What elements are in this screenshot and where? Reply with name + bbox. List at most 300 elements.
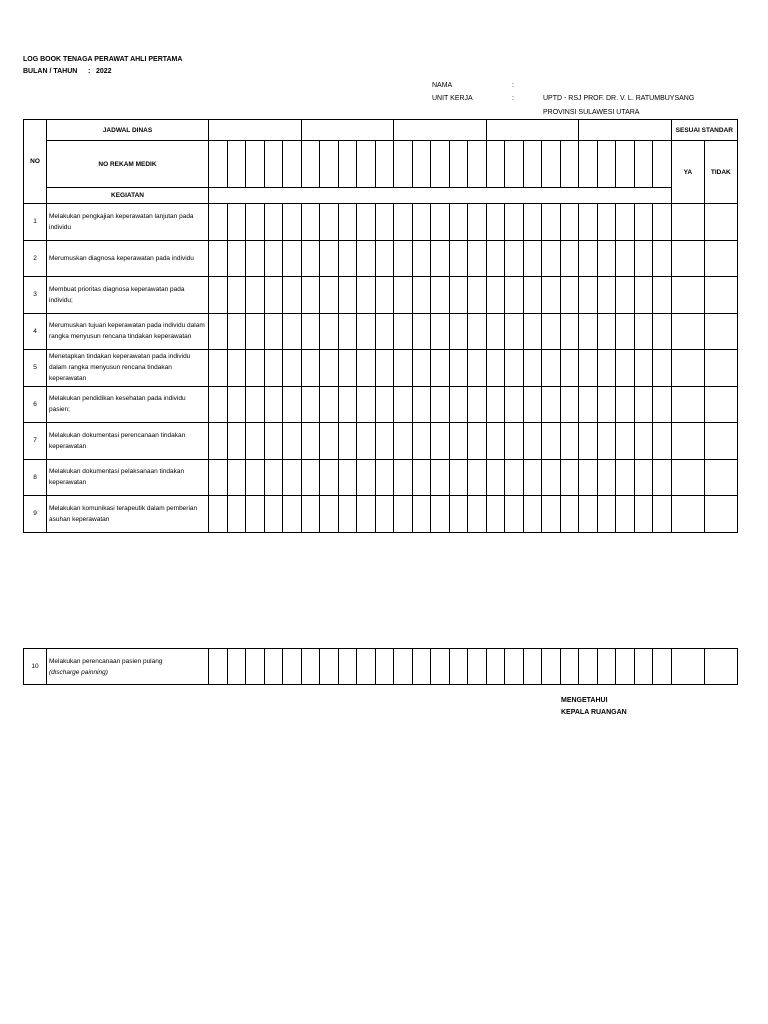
entry-cell[interactable] [597, 350, 616, 387]
ya-cell[interactable] [671, 313, 704, 350]
entry-cell[interactable] [505, 141, 524, 188]
tidak-cell[interactable] [704, 350, 737, 387]
entry-cell[interactable] [246, 649, 265, 685]
entry-cell[interactable] [505, 459, 524, 496]
entry-cell[interactable] [560, 204, 579, 241]
entry-cell[interactable] [357, 240, 376, 277]
entry-cell[interactable] [486, 240, 505, 277]
entry-cell[interactable] [431, 459, 450, 496]
entry-cell[interactable] [209, 204, 228, 241]
entry-cell[interactable] [653, 204, 672, 241]
entry-cell[interactable] [505, 204, 524, 241]
entry-cell[interactable] [301, 496, 320, 533]
entry-cell[interactable] [523, 423, 542, 460]
entry-cell[interactable] [338, 277, 357, 314]
entry-cell[interactable] [616, 141, 635, 188]
entry-cell[interactable] [616, 496, 635, 533]
entry-cell[interactable] [468, 240, 487, 277]
entry-cell[interactable] [227, 386, 246, 423]
entry-cell[interactable] [264, 649, 283, 685]
entry-cell[interactable] [523, 277, 542, 314]
entry-cell[interactable] [616, 459, 635, 496]
entry-cell[interactable] [542, 386, 561, 423]
entry-cell[interactable] [653, 496, 672, 533]
entry-cell[interactable] [246, 313, 265, 350]
entry-cell[interactable] [209, 313, 228, 350]
entry-cell[interactable] [412, 386, 431, 423]
entry-cell[interactable] [264, 313, 283, 350]
entry-cell[interactable] [468, 313, 487, 350]
entry-cell[interactable] [505, 386, 524, 423]
entry-cell[interactable] [449, 277, 468, 314]
entry-cell[interactable] [412, 141, 431, 188]
entry-cell[interactable] [320, 350, 339, 387]
entry-cell[interactable] [634, 423, 653, 460]
entry-cell[interactable] [560, 350, 579, 387]
entry-cell[interactable] [320, 313, 339, 350]
entry-cell[interactable] [375, 423, 394, 460]
entry-cell[interactable] [505, 277, 524, 314]
entry-cell[interactable] [412, 423, 431, 460]
entry-cell[interactable] [653, 313, 672, 350]
entry-cell[interactable] [431, 204, 450, 241]
entry-cell[interactable] [338, 204, 357, 241]
entry-cell[interactable] [283, 496, 302, 533]
entry-cell[interactable] [357, 313, 376, 350]
entry-cell[interactable] [616, 313, 635, 350]
entry-cell[interactable] [357, 141, 376, 188]
entry-cell[interactable] [227, 204, 246, 241]
tidak-cell[interactable] [704, 496, 737, 533]
entry-cell[interactable] [597, 496, 616, 533]
entry-cell[interactable] [468, 649, 487, 685]
entry-cell[interactable] [449, 459, 468, 496]
ya-cell[interactable] [671, 240, 704, 277]
entry-cell[interactable] [227, 240, 246, 277]
entry-cell[interactable] [449, 649, 468, 685]
entry-cell[interactable] [579, 240, 598, 277]
entry-cell[interactable] [357, 350, 376, 387]
entry-cell[interactable] [616, 240, 635, 277]
entry-cell[interactable] [579, 141, 598, 188]
entry-cell[interactable] [357, 386, 376, 423]
entry-cell[interactable] [338, 423, 357, 460]
entry-cell[interactable] [320, 204, 339, 241]
entry-cell[interactable] [394, 386, 413, 423]
entry-cell[interactable] [283, 350, 302, 387]
entry-cell[interactable] [394, 204, 413, 241]
entry-cell[interactable] [246, 423, 265, 460]
entry-cell[interactable] [283, 386, 302, 423]
entry-cell[interactable] [523, 313, 542, 350]
entry-cell[interactable] [597, 649, 616, 685]
entry-cell[interactable] [209, 386, 228, 423]
entry-cell[interactable] [412, 496, 431, 533]
entry-cell[interactable] [523, 350, 542, 387]
entry-cell[interactable] [412, 313, 431, 350]
entry-cell[interactable] [542, 423, 561, 460]
entry-cell[interactable] [246, 459, 265, 496]
entry-cell[interactable] [320, 496, 339, 533]
entry-cell[interactable] [227, 649, 246, 685]
ya-cell[interactable] [671, 459, 704, 496]
entry-cell[interactable] [486, 277, 505, 314]
entry-cell[interactable] [523, 649, 542, 685]
jadwal-cell[interactable] [579, 120, 672, 141]
jadwal-cell[interactable] [209, 120, 302, 141]
entry-cell[interactable] [505, 240, 524, 277]
entry-cell[interactable] [634, 649, 653, 685]
entry-cell[interactable] [542, 649, 561, 685]
entry-cell[interactable] [246, 496, 265, 533]
entry-cell[interactable] [486, 386, 505, 423]
entry-cell[interactable] [579, 496, 598, 533]
entry-cell[interactable] [246, 141, 265, 188]
ya-cell[interactable] [671, 350, 704, 387]
entry-cell[interactable] [616, 204, 635, 241]
entry-cell[interactable] [634, 496, 653, 533]
entry-cell[interactable] [468, 423, 487, 460]
entry-cell[interactable] [542, 204, 561, 241]
entry-cell[interactable] [301, 240, 320, 277]
entry-cell[interactable] [375, 277, 394, 314]
entry-cell[interactable] [560, 141, 579, 188]
entry-cell[interactable] [505, 423, 524, 460]
entry-cell[interactable] [579, 649, 598, 685]
entry-cell[interactable] [209, 240, 228, 277]
entry-cell[interactable] [542, 496, 561, 533]
entry-cell[interactable] [338, 141, 357, 188]
entry-cell[interactable] [468, 386, 487, 423]
entry-cell[interactable] [449, 496, 468, 533]
tidak-cell[interactable] [704, 459, 737, 496]
entry-cell[interactable] [320, 386, 339, 423]
entry-cell[interactable] [283, 649, 302, 685]
jadwal-cell[interactable] [394, 120, 487, 141]
entry-cell[interactable] [579, 204, 598, 241]
entry-cell[interactable] [653, 240, 672, 277]
entry-cell[interactable] [523, 496, 542, 533]
entry-cell[interactable] [227, 350, 246, 387]
entry-cell[interactable] [597, 459, 616, 496]
ya-cell[interactable] [671, 386, 704, 423]
entry-cell[interactable] [246, 240, 265, 277]
entry-cell[interactable] [616, 649, 635, 685]
entry-cell[interactable] [634, 141, 653, 188]
entry-cell[interactable] [283, 204, 302, 241]
entry-cell[interactable] [357, 649, 376, 685]
entry-cell[interactable] [560, 496, 579, 533]
entry-cell[interactable] [560, 313, 579, 350]
entry-cell[interactable] [283, 277, 302, 314]
entry-cell[interactable] [523, 386, 542, 423]
entry-cell[interactable] [264, 141, 283, 188]
entry-cell[interactable] [579, 277, 598, 314]
entry-cell[interactable] [486, 141, 505, 188]
entry-cell[interactable] [394, 649, 413, 685]
entry-cell[interactable] [542, 240, 561, 277]
entry-cell[interactable] [283, 141, 302, 188]
entry-cell[interactable] [301, 277, 320, 314]
entry-cell[interactable] [338, 313, 357, 350]
entry-cell[interactable] [597, 204, 616, 241]
entry-cell[interactable] [209, 459, 228, 496]
entry-cell[interactable] [246, 204, 265, 241]
entry-cell[interactable] [634, 386, 653, 423]
ya-cell[interactable] [671, 649, 704, 685]
entry-cell[interactable] [246, 277, 265, 314]
tidak-cell[interactable] [704, 386, 737, 423]
entry-cell[interactable] [523, 240, 542, 277]
entry-cell[interactable] [375, 496, 394, 533]
entry-cell[interactable] [412, 240, 431, 277]
entry-cell[interactable] [412, 649, 431, 685]
entry-cell[interactable] [394, 423, 413, 460]
entry-cell[interactable] [357, 423, 376, 460]
entry-cell[interactable] [486, 204, 505, 241]
entry-cell[interactable] [209, 496, 228, 533]
entry-cell[interactable] [653, 350, 672, 387]
entry-cell[interactable] [449, 141, 468, 188]
entry-cell[interactable] [394, 313, 413, 350]
entry-cell[interactable] [523, 141, 542, 188]
tidak-cell[interactable] [704, 313, 737, 350]
entry-cell[interactable] [449, 350, 468, 387]
ya-cell[interactable] [671, 204, 704, 241]
entry-cell[interactable] [542, 277, 561, 314]
entry-cell[interactable] [653, 277, 672, 314]
entry-cell[interactable] [338, 459, 357, 496]
entry-cell[interactable] [560, 386, 579, 423]
entry-cell[interactable] [579, 350, 598, 387]
entry-cell[interactable] [375, 350, 394, 387]
entry-cell[interactable] [449, 204, 468, 241]
entry-cell[interactable] [320, 459, 339, 496]
entry-cell[interactable] [542, 350, 561, 387]
entry-cell[interactable] [394, 459, 413, 496]
entry-cell[interactable] [431, 386, 450, 423]
entry-cell[interactable] [301, 386, 320, 423]
entry-cell[interactable] [634, 204, 653, 241]
entry-cell[interactable] [653, 459, 672, 496]
entry-cell[interactable] [616, 386, 635, 423]
tidak-cell[interactable] [704, 649, 737, 685]
entry-cell[interactable] [264, 240, 283, 277]
entry-cell[interactable] [560, 459, 579, 496]
entry-cell[interactable] [468, 496, 487, 533]
entry-cell[interactable] [431, 496, 450, 533]
ya-cell[interactable] [671, 496, 704, 533]
entry-cell[interactable] [264, 423, 283, 460]
entry-cell[interactable] [560, 649, 579, 685]
jadwal-cell[interactable] [301, 120, 394, 141]
entry-cell[interactable] [449, 386, 468, 423]
entry-cell[interactable] [283, 313, 302, 350]
entry-cell[interactable] [301, 649, 320, 685]
entry-cell[interactable] [301, 204, 320, 241]
entry-cell[interactable] [616, 423, 635, 460]
entry-cell[interactable] [227, 459, 246, 496]
entry-cell[interactable] [320, 277, 339, 314]
entry-cell[interactable] [301, 350, 320, 387]
entry-cell[interactable] [616, 277, 635, 314]
entry-cell[interactable] [338, 649, 357, 685]
entry-cell[interactable] [542, 459, 561, 496]
entry-cell[interactable] [209, 277, 228, 314]
entry-cell[interactable] [301, 423, 320, 460]
entry-cell[interactable] [264, 386, 283, 423]
entry-cell[interactable] [634, 459, 653, 496]
entry-cell[interactable] [338, 496, 357, 533]
entry-cell[interactable] [579, 459, 598, 496]
entry-cell[interactable] [375, 204, 394, 241]
tidak-cell[interactable] [704, 240, 737, 277]
entry-cell[interactable] [560, 277, 579, 314]
entry-cell[interactable] [449, 313, 468, 350]
entry-cell[interactable] [597, 423, 616, 460]
entry-cell[interactable] [320, 141, 339, 188]
entry-cell[interactable] [468, 350, 487, 387]
entry-cell[interactable] [227, 277, 246, 314]
entry-cell[interactable] [505, 496, 524, 533]
entry-cell[interactable] [486, 459, 505, 496]
entry-cell[interactable] [394, 277, 413, 314]
entry-cell[interactable] [468, 141, 487, 188]
entry-cell[interactable] [579, 313, 598, 350]
entry-cell[interactable] [320, 423, 339, 460]
entry-cell[interactable] [301, 313, 320, 350]
entry-cell[interactable] [505, 649, 524, 685]
ya-cell[interactable] [671, 423, 704, 460]
entry-cell[interactable] [597, 141, 616, 188]
entry-cell[interactable] [227, 423, 246, 460]
tidak-cell[interactable] [704, 204, 737, 241]
entry-cell[interactable] [375, 386, 394, 423]
entry-cell[interactable] [320, 240, 339, 277]
entry-cell[interactable] [338, 240, 357, 277]
ya-cell[interactable] [671, 277, 704, 314]
entry-cell[interactable] [320, 649, 339, 685]
entry-cell[interactable] [431, 423, 450, 460]
entry-cell[interactable] [394, 141, 413, 188]
entry-cell[interactable] [412, 204, 431, 241]
entry-cell[interactable] [486, 350, 505, 387]
entry-cell[interactable] [357, 277, 376, 314]
entry-cell[interactable] [431, 141, 450, 188]
entry-cell[interactable] [209, 423, 228, 460]
entry-cell[interactable] [431, 240, 450, 277]
entry-cell[interactable] [653, 386, 672, 423]
entry-cell[interactable] [653, 141, 672, 188]
entry-cell[interactable] [634, 313, 653, 350]
entry-cell[interactable] [431, 649, 450, 685]
entry-cell[interactable] [486, 313, 505, 350]
entry-cell[interactable] [264, 277, 283, 314]
entry-cell[interactable] [283, 240, 302, 277]
entry-cell[interactable] [431, 277, 450, 314]
entry-cell[interactable] [579, 423, 598, 460]
entry-cell[interactable] [505, 350, 524, 387]
entry-cell[interactable] [209, 141, 228, 188]
entry-cell[interactable] [246, 350, 265, 387]
tidak-cell[interactable] [704, 423, 737, 460]
tidak-cell[interactable] [704, 277, 737, 314]
entry-cell[interactable] [597, 386, 616, 423]
entry-cell[interactable] [394, 350, 413, 387]
entry-cell[interactable] [486, 649, 505, 685]
entry-cell[interactable] [560, 423, 579, 460]
entry-cell[interactable] [468, 204, 487, 241]
entry-cell[interactable] [283, 459, 302, 496]
entry-cell[interactable] [375, 313, 394, 350]
entry-cell[interactable] [394, 496, 413, 533]
entry-cell[interactable] [449, 240, 468, 277]
entry-cell[interactable] [431, 350, 450, 387]
entry-cell[interactable] [246, 386, 265, 423]
entry-cell[interactable] [634, 350, 653, 387]
entry-cell[interactable] [412, 277, 431, 314]
entry-cell[interactable] [301, 459, 320, 496]
entry-cell[interactable] [375, 240, 394, 277]
entry-cell[interactable] [357, 204, 376, 241]
entry-cell[interactable] [357, 459, 376, 496]
entry-cell[interactable] [468, 459, 487, 496]
entry-cell[interactable] [394, 240, 413, 277]
entry-cell[interactable] [616, 350, 635, 387]
entry-cell[interactable] [431, 313, 450, 350]
entry-cell[interactable] [264, 350, 283, 387]
entry-cell[interactable] [542, 141, 561, 188]
entry-cell[interactable] [542, 313, 561, 350]
entry-cell[interactable] [338, 386, 357, 423]
entry-cell[interactable] [264, 459, 283, 496]
entry-cell[interactable] [560, 240, 579, 277]
entry-cell[interactable] [209, 649, 228, 685]
entry-cell[interactable] [209, 350, 228, 387]
entry-cell[interactable] [375, 141, 394, 188]
entry-cell[interactable] [597, 277, 616, 314]
entry-cell[interactable] [634, 277, 653, 314]
entry-cell[interactable] [523, 204, 542, 241]
entry-cell[interactable] [412, 350, 431, 387]
entry-cell[interactable] [634, 240, 653, 277]
entry-cell[interactable] [301, 141, 320, 188]
entry-cell[interactable] [412, 459, 431, 496]
entry-cell[interactable] [283, 423, 302, 460]
entry-cell[interactable] [357, 496, 376, 533]
entry-cell[interactable] [597, 313, 616, 350]
entry-cell[interactable] [523, 459, 542, 496]
entry-cell[interactable] [468, 277, 487, 314]
entry-cell[interactable] [338, 350, 357, 387]
entry-cell[interactable] [264, 204, 283, 241]
entry-cell[interactable] [505, 313, 524, 350]
jadwal-cell[interactable] [486, 120, 579, 141]
entry-cell[interactable] [486, 496, 505, 533]
entry-cell[interactable] [579, 386, 598, 423]
entry-cell[interactable] [375, 459, 394, 496]
entry-cell[interactable] [449, 423, 468, 460]
entry-cell[interactable] [264, 496, 283, 533]
entry-cell[interactable] [375, 649, 394, 685]
entry-cell[interactable] [227, 141, 246, 188]
entry-cell[interactable] [653, 423, 672, 460]
entry-cell[interactable] [227, 313, 246, 350]
entry-cell[interactable] [227, 496, 246, 533]
entry-cell[interactable] [486, 423, 505, 460]
entry-cell[interactable] [653, 649, 672, 685]
entry-cell[interactable] [597, 240, 616, 277]
